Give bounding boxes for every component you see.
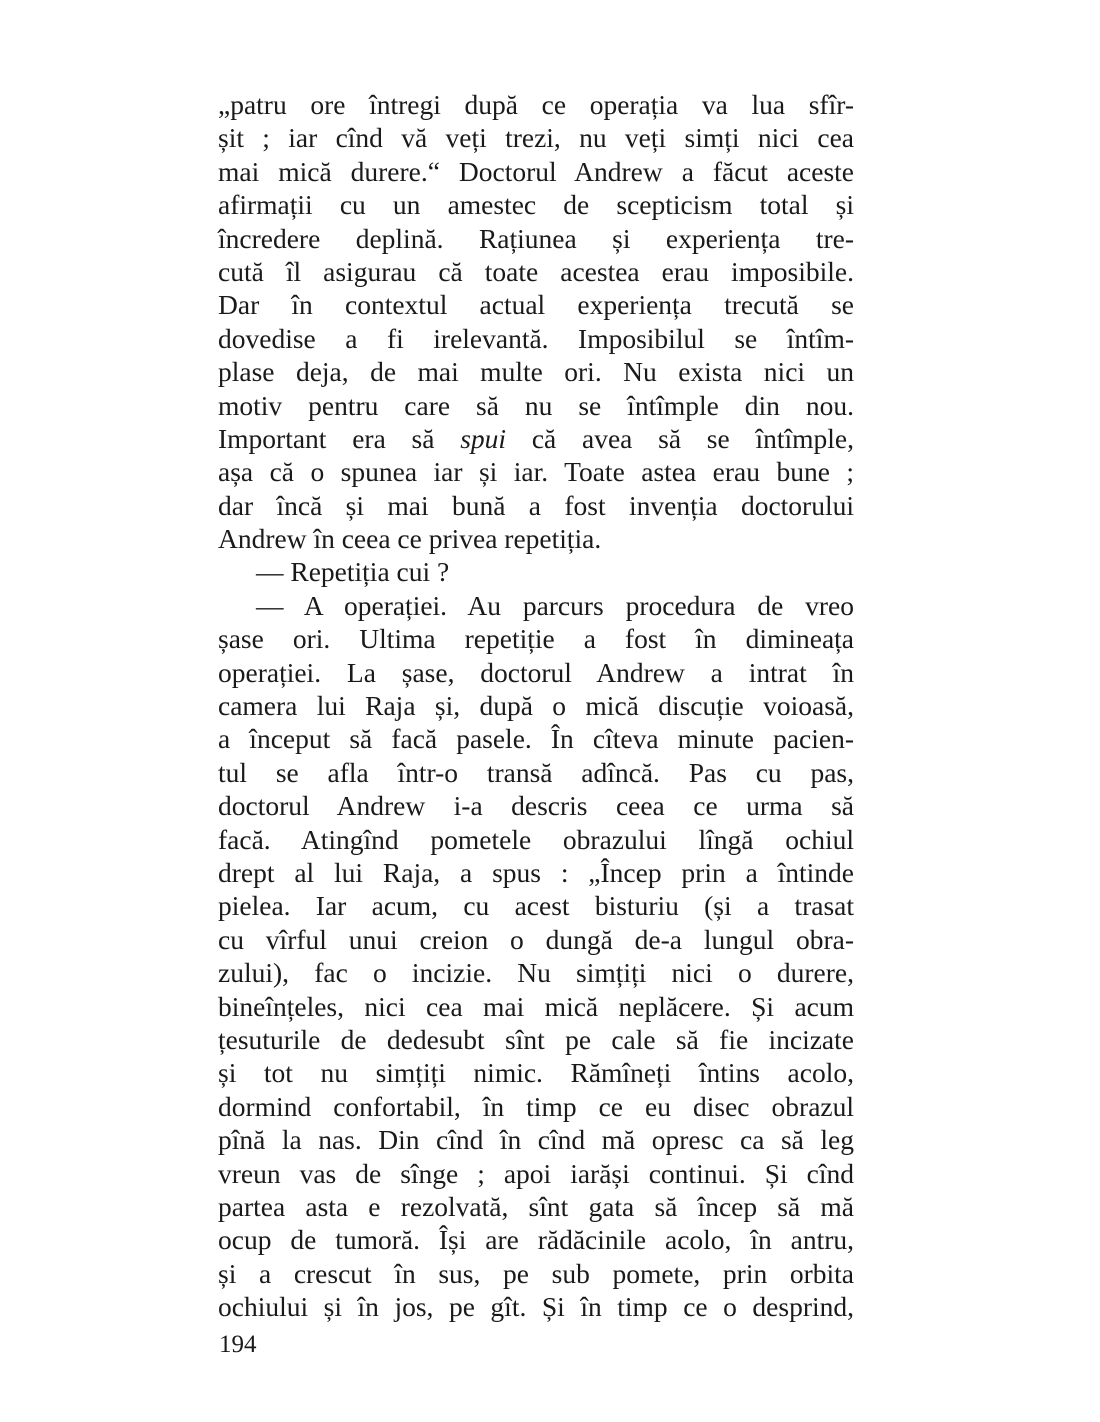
text-segment: că avea să se întîmple,: [506, 422, 854, 454]
text-line: tul se afla într-o transă adîncă. Pas cu pas,: [218, 756, 854, 788]
text-line: ochiului și în jos, pe gît. Și în timp ce o desprind,: [218, 1291, 854, 1323]
text-line: și tot nu simțiți nimic. Rămîneți întins acolo,: [218, 1057, 854, 1089]
text-line: pielea. Iar acum, cu acest bisturiu (și a trasat: [218, 890, 854, 922]
dialogue-line: — A operației. Au parcurs procedura de vreo: [256, 589, 854, 621]
text-line: și a crescut în sus, pe sub pomete, prin orbita: [218, 1257, 854, 1289]
text-line: a început să facă pasele. În cîteva minute pacien-: [218, 723, 854, 755]
text-line: pînă la nas. Din cînd în cînd mă opresc ca să leg: [218, 1124, 854, 1156]
text-line: dormind confortabil, în timp ce eu disec obrazul: [218, 1090, 854, 1122]
text-line-with-emphasis: [218, 422, 854, 455]
text-line: șase ori. Ultima repetiție a fost în dimineața: [218, 623, 854, 655]
text-line: ocup de tumoră. Își are rădăcinile acolo, în antru,: [218, 1224, 854, 1256]
text-segment: Important era să: [218, 422, 461, 454]
dialogue-line: — Repetiția cui ?: [256, 556, 450, 588]
text-line: cu vîrful unui creion o dungă de-a lungul obra-: [218, 923, 854, 955]
text-line: „patru ore întregi după ce operația va lua sfîr-: [218, 89, 854, 120]
text-line: așa că o spunea iar și iar. Toate astea erau bune ;: [218, 456, 854, 488]
text-line: operației. La șase, doctorul Andrew a intrat în: [218, 656, 854, 688]
text-line: facă. Atingînd pometele obrazului lîngă ochiul: [218, 823, 854, 855]
text-line: dar încă și mai bună a fost invenția doctorului: [218, 489, 854, 521]
text-line: dovedise a fi irelevantă. Imposibilul se întîm-: [218, 322, 854, 354]
text-line: zului), fac o incizie. Nu simțiți nici o durere,: [218, 957, 854, 989]
text-line: Dar în contextul actual experiența trecută se: [218, 289, 854, 321]
paragraph-end-line: Andrew în ceea ce privea repetiția.: [218, 523, 602, 555]
emphasis-word: spui: [460, 422, 507, 454]
text-line: partea asta e rezolvată, sînt gata să încep să mă: [218, 1190, 854, 1222]
text-line: doctorul Andrew i-a descris ceea ce urma să: [218, 790, 854, 822]
text-line: șit ; iar cînd vă veți trezi, nu veți simți nici cea: [218, 122, 854, 154]
text-line: afirmații cu un amestec de scepticism total și: [218, 189, 854, 221]
text-line: plase deja, de mai multe ori. Nu exista nici un: [218, 356, 854, 388]
text-line: încredere deplină. Rațiunea și experiența tre-: [218, 222, 854, 254]
text-line: drept al lui Raja, a spus : „Încep prin a întinde: [218, 856, 854, 888]
text-line: țesuturile de dedesubt sînt pe cale să fie incizate: [218, 1023, 854, 1055]
body-text: [218, 88, 854, 1323]
text-line: camera lui Raja și, după o mică discuție voioasă,: [218, 690, 854, 722]
text-line: motiv pentru care să nu se întîmple din nou.: [218, 389, 854, 421]
text-line: cută îl asigurau că toate acestea erau imposibile.: [218, 255, 854, 287]
text-line: mai mică durere.“ Doctorul Andrew a făcut aceste: [218, 155, 854, 187]
text-line: vreun vas de sînge ; apoi iarăși continui. Și cînd: [218, 1157, 854, 1189]
page-number: 194: [219, 1331, 257, 1358]
text-line: bineînțeles, nici cea mai mică neplăcere. Și acum: [218, 990, 854, 1022]
